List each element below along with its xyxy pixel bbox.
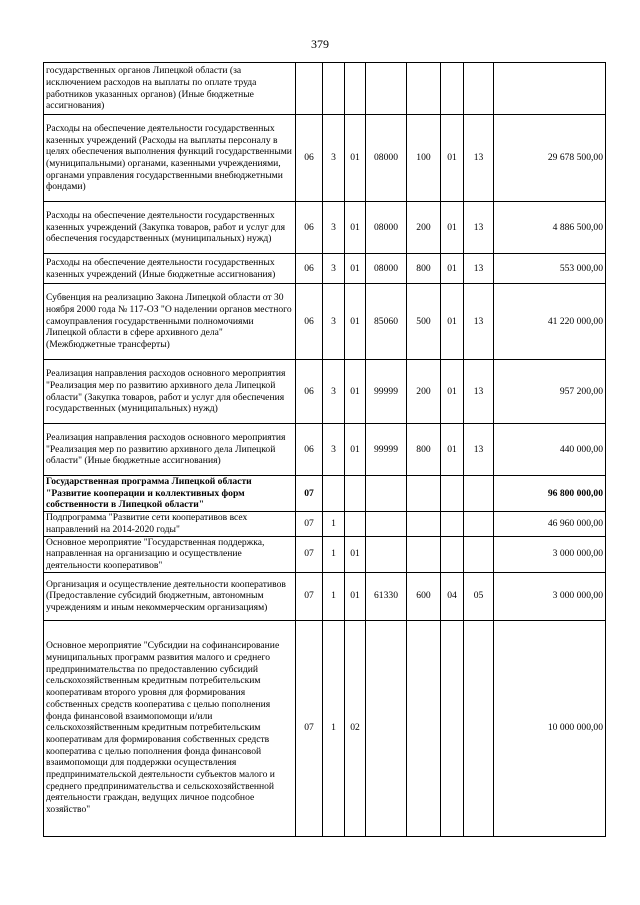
row-amount: 3 000 000,00 [494, 572, 606, 620]
expense-type-code: 600 [407, 572, 441, 620]
event-code [345, 63, 366, 115]
subsection-code [464, 512, 494, 536]
expense-type-code [407, 63, 441, 115]
subsection-code [464, 536, 494, 572]
subsection-code: 13 [464, 360, 494, 424]
direction-code: 85060 [366, 284, 407, 360]
row-amount: 96 800 000,00 [494, 476, 606, 512]
subprogram-code: 3 [323, 202, 345, 254]
row-amount: 46 960 000,00 [494, 512, 606, 536]
direction-code [366, 620, 407, 836]
section-code [441, 512, 464, 536]
section-code: 01 [441, 360, 464, 424]
row-amount: 4 886 500,00 [494, 202, 606, 254]
row-name: Расходы на обеспечение деятельности государственных казенных учреждений (Расходы на выплаты персоналу в целях обеспечения выполнения функций государственными (муниципальными) органами, казенными учреждениями, органами управления государственными внебюджетными фондами) [44, 115, 296, 202]
direction-code: 99999 [366, 360, 407, 424]
subsection-code: 13 [464, 202, 494, 254]
row-name: Государственная программа Липецкой области "Развитие кооперации и коллективных форм собственности в Липецкой области" [44, 476, 296, 512]
direction-code [366, 63, 407, 115]
direction-code [366, 536, 407, 572]
subprogram-code: 3 [323, 115, 345, 202]
row-name: государственных органов Липецкой области (за исключением расходов на выплаты по оплате труда работников указанных органов) (Иные бюджетные ассигнования) [44, 63, 296, 115]
expense-type-code [407, 512, 441, 536]
row-amount: 553 000,00 [494, 254, 606, 284]
row-amount [494, 63, 606, 115]
expense-type-code [407, 476, 441, 512]
subsection-code: 05 [464, 572, 494, 620]
direction-code: 08000 [366, 202, 407, 254]
table-row [44, 620, 606, 836]
event-code: 01 [345, 572, 366, 620]
row-name: Реализация направления расходов основного мероприятия "Реализация мер по развитию архивного дела Липецкой области" (Иные бюджетные ассигнования) [44, 424, 296, 476]
row-name: Субвенция на реализацию Закона Липецкой области от 30 ноября 2000 года № 117-ОЗ "О наделении органов местного самоуправления государственными полномочиями Липецкой области в сфере архивного дела" (Межбюджетные трансферты) [44, 284, 296, 360]
program-code: 07 [296, 572, 323, 620]
table-row [44, 536, 606, 572]
expense-type-code: 800 [407, 254, 441, 284]
table-row [44, 424, 606, 476]
budget-table [43, 62, 606, 837]
page-number: 379 [311, 37, 329, 51]
row-amount: 3 000 000,00 [494, 536, 606, 572]
expense-type-code: 800 [407, 424, 441, 476]
section-code: 01 [441, 254, 464, 284]
subsection-code: 13 [464, 254, 494, 284]
subsection-code [464, 476, 494, 512]
subsection-code [464, 620, 494, 836]
table-row [44, 476, 606, 512]
subprogram-code: 1 [323, 572, 345, 620]
table-row [44, 63, 606, 115]
section-code: 01 [441, 115, 464, 202]
subsection-code [464, 63, 494, 115]
program-code: 06 [296, 360, 323, 424]
event-code: 01 [345, 536, 366, 572]
program-code: 06 [296, 254, 323, 284]
table-row [44, 572, 606, 620]
event-code: 02 [345, 620, 366, 836]
table-row [44, 360, 606, 424]
row-name: Реализация направления расходов основного мероприятия "Реализация мер по развитию архивного дела Липецкой области" (Закупка товаров, работ и услуг для обеспечения государственных (муниципальных) нужд) [44, 360, 296, 424]
direction-code: 99999 [366, 424, 407, 476]
expense-type-code: 100 [407, 115, 441, 202]
expense-type-code [407, 536, 441, 572]
program-code: 06 [296, 202, 323, 254]
row-name: Расходы на обеспечение деятельности государственных казенных учреждений (Иные бюджетные ассигнования) [44, 254, 296, 284]
row-name: Организация и осуществление деятельности кооперативов (Предоставление субсидий бюджетным, автономным учреждениям и иным некоммерческим организациям) [44, 572, 296, 620]
expense-type-code: 200 [407, 360, 441, 424]
event-code [345, 476, 366, 512]
subprogram-code: 3 [323, 424, 345, 476]
event-code: 01 [345, 360, 366, 424]
table-row [44, 254, 606, 284]
event-code: 01 [345, 115, 366, 202]
expense-type-code: 200 [407, 202, 441, 254]
program-code: 06 [296, 115, 323, 202]
section-code: 01 [441, 202, 464, 254]
direction-code [366, 476, 407, 512]
subsection-code: 13 [464, 115, 494, 202]
event-code [345, 512, 366, 536]
row-amount: 10 000 000,00 [494, 620, 606, 836]
row-amount: 957 200,00 [494, 360, 606, 424]
section-code [441, 620, 464, 836]
program-code: 07 [296, 620, 323, 836]
subprogram-code: 1 [323, 536, 345, 572]
table-row [44, 512, 606, 536]
row-amount: 41 220 000,00 [494, 284, 606, 360]
direction-code [366, 512, 407, 536]
program-code: 07 [296, 536, 323, 572]
section-code [441, 536, 464, 572]
subprogram-code [323, 476, 345, 512]
event-code: 01 [345, 424, 366, 476]
table-row [44, 202, 606, 254]
program-code [296, 63, 323, 115]
subprogram-code: 3 [323, 360, 345, 424]
table-row [44, 115, 606, 202]
row-name: Подпрограмма "Развитие сети кооперативов всех направлений на 2014-2020 годы" [44, 512, 296, 536]
event-code: 01 [345, 284, 366, 360]
section-code: 01 [441, 424, 464, 476]
section-code [441, 63, 464, 115]
subprogram-code: 3 [323, 284, 345, 360]
subprogram-code: 3 [323, 254, 345, 284]
section-code: 01 [441, 284, 464, 360]
table-row [44, 284, 606, 360]
event-code: 01 [345, 202, 366, 254]
row-amount: 29 678 500,00 [494, 115, 606, 202]
program-code: 07 [296, 476, 323, 512]
section-code: 04 [441, 572, 464, 620]
subsection-code: 13 [464, 284, 494, 360]
program-code: 06 [296, 284, 323, 360]
expense-type-code [407, 620, 441, 836]
subprogram-code [323, 63, 345, 115]
row-amount: 440 000,00 [494, 424, 606, 476]
program-code: 07 [296, 512, 323, 536]
direction-code: 08000 [366, 254, 407, 284]
program-code: 06 [296, 424, 323, 476]
event-code: 01 [345, 254, 366, 284]
direction-code: 61330 [366, 572, 407, 620]
section-code [441, 476, 464, 512]
subprogram-code: 1 [323, 620, 345, 836]
subsection-code: 13 [464, 424, 494, 476]
row-name: Основное мероприятие "Государственная поддержка, направленная на организацию и осуществление деятельности кооперативов" [44, 536, 296, 572]
direction-code: 08000 [366, 115, 407, 202]
subprogram-code: 1 [323, 512, 345, 536]
row-name: Расходы на обеспечение деятельности государственных казенных учреждений (Закупка товаров, работ и услуг для обеспечения государственных (муниципальных) нужд) [44, 202, 296, 254]
expense-type-code: 500 [407, 284, 441, 360]
row-name: Основное мероприятие "Субсидии на софинансирование муниципальных программ развития малого и среднего предпринимательства по предоставлению субсидий сельскохозяйственным кредитным потребительским кооперативам второго уровня для формирования собственных средств кооператива с целью пополнения фонда финансовой взаимопомощи и/или сельскохозяйственным кредитным потребительским кооперативам для формирования собственных средств кооператива с целью пополнения фонда финансовой взаимопомощи для поддержки осуществления предпринимательской деятельности субъектов малого и среднего предпринимательства и сельскохозяйственной деятельности граждан, ведущих личное подсобное хозяйство" [44, 620, 296, 836]
